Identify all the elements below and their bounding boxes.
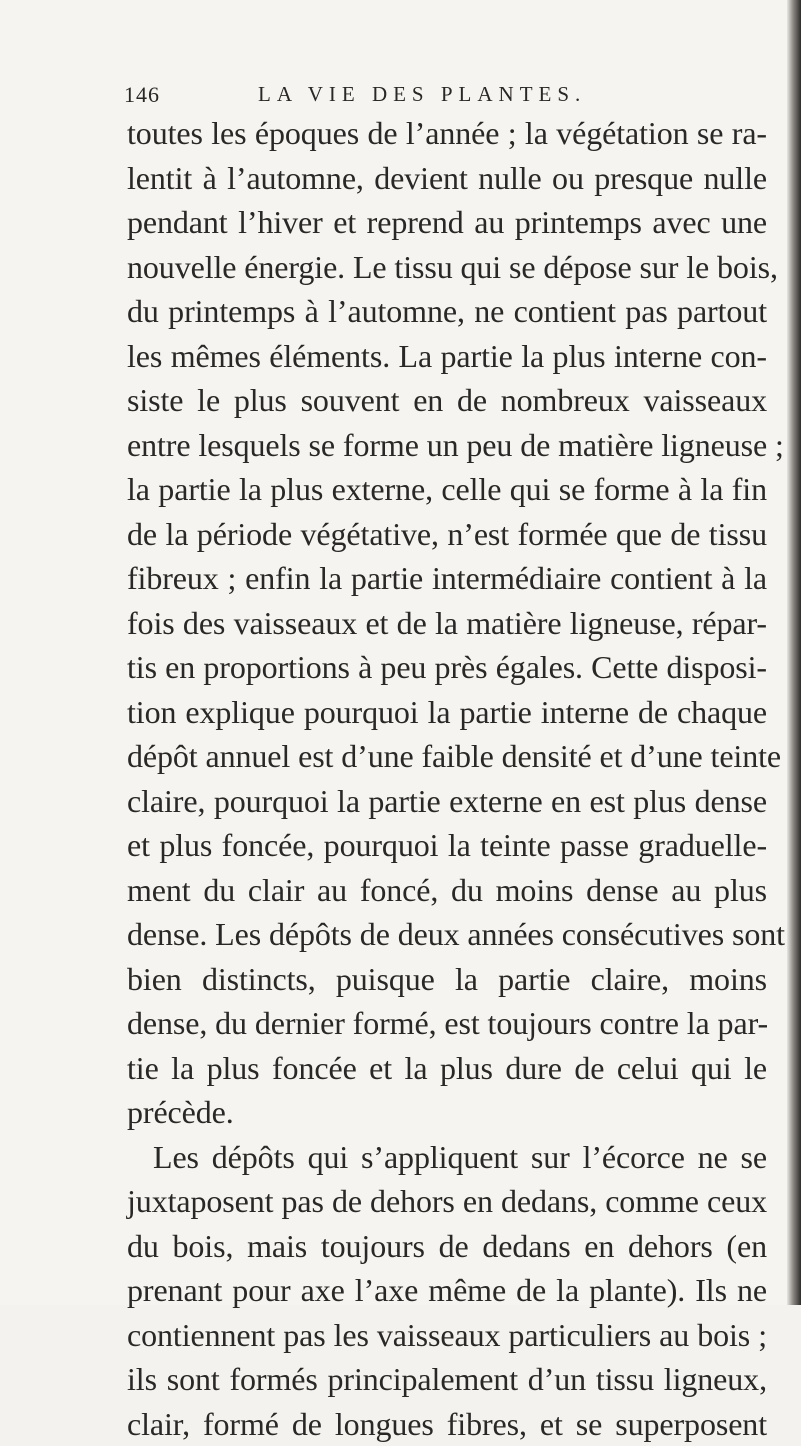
- text-line: ils sont formés principalement d’un tissu ligneux,: [127, 1357, 767, 1402]
- text-line: fibreux ; enfin la partie intermédiaire contient à la: [127, 556, 767, 601]
- text-line: fois des vaisseaux et de la matière ligneuse, répar-: [127, 601, 767, 646]
- running-title: LA VIE DES PLANTES.: [258, 82, 586, 107]
- text-line: précède.: [127, 1090, 767, 1135]
- text-line: ment du clair au foncé, du moins dense au plus: [127, 868, 767, 913]
- paragraph-start-line: Les dépôts qui s’appliquent sur l’écorce ne se: [127, 1135, 767, 1180]
- text-line: juxtaposent pas de dehors en dedans, comme ceux: [127, 1179, 767, 1224]
- page-number: 146: [124, 82, 160, 108]
- text-line: toutes les époques de l’année ; la végétation se ra-: [127, 111, 767, 156]
- text-line: siste le plus souvent en de nombreux vaisseaux: [127, 378, 767, 423]
- text-line: bien distincts, puisque la partie claire, moins: [127, 957, 767, 1002]
- text-line: contiennent pas les vaisseaux particuliers au bois ;: [127, 1313, 767, 1358]
- text-line: lentit à l’automne, devient nulle ou presque nulle: [127, 156, 767, 201]
- text-line: tie la plus foncée et la plus dure de celui qui le: [127, 1046, 767, 1091]
- text-line: tis en proportions à peu près égales. Cette disposi-: [127, 645, 767, 690]
- text-line: les mêmes éléments. La partie la plus interne con-: [127, 334, 767, 379]
- text-line: pendant l’hiver et reprend au printemps avec une: [127, 200, 767, 245]
- text-line: dépôt annuel est d’une faible densité et d’une teinte: [127, 734, 767, 779]
- text-line: dense, du dernier formé, est toujours contre la par-: [127, 1001, 767, 1046]
- text-line: la partie la plus externe, celle qui se forme à la fin: [127, 467, 767, 512]
- text-line: claire, pourquoi la partie externe en est plus dense: [127, 779, 767, 824]
- text-line: du bois, mais toujours de dedans en dehors (en: [127, 1224, 767, 1269]
- text-line: prenant pour axe l’axe même de la plante). Ils ne: [127, 1268, 767, 1313]
- text-line: clair, formé de longues fibres, et se superposent: [127, 1402, 767, 1446]
- text-line: entre lesquels se forme un peu de matière ligneuse ;: [127, 423, 767, 468]
- page-edge-shadow: [787, 0, 801, 1305]
- text-line: de la période végétative, n’est formée que de tissu: [127, 512, 767, 557]
- text-line: tion explique pourquoi la partie interne de chaque: [127, 690, 767, 735]
- text-line: nouvelle énergie. Le tissu qui se dépose sur le bois,: [127, 245, 767, 290]
- text-line: et plus foncée, pourquoi la teinte passe graduelle-: [127, 823, 767, 868]
- text-line: du printemps à l’automne, ne contient pas partout: [127, 289, 767, 334]
- text-line: dense. Les dépôts de deux années consécutives sont: [127, 912, 767, 957]
- body-text: [127, 111, 767, 1446]
